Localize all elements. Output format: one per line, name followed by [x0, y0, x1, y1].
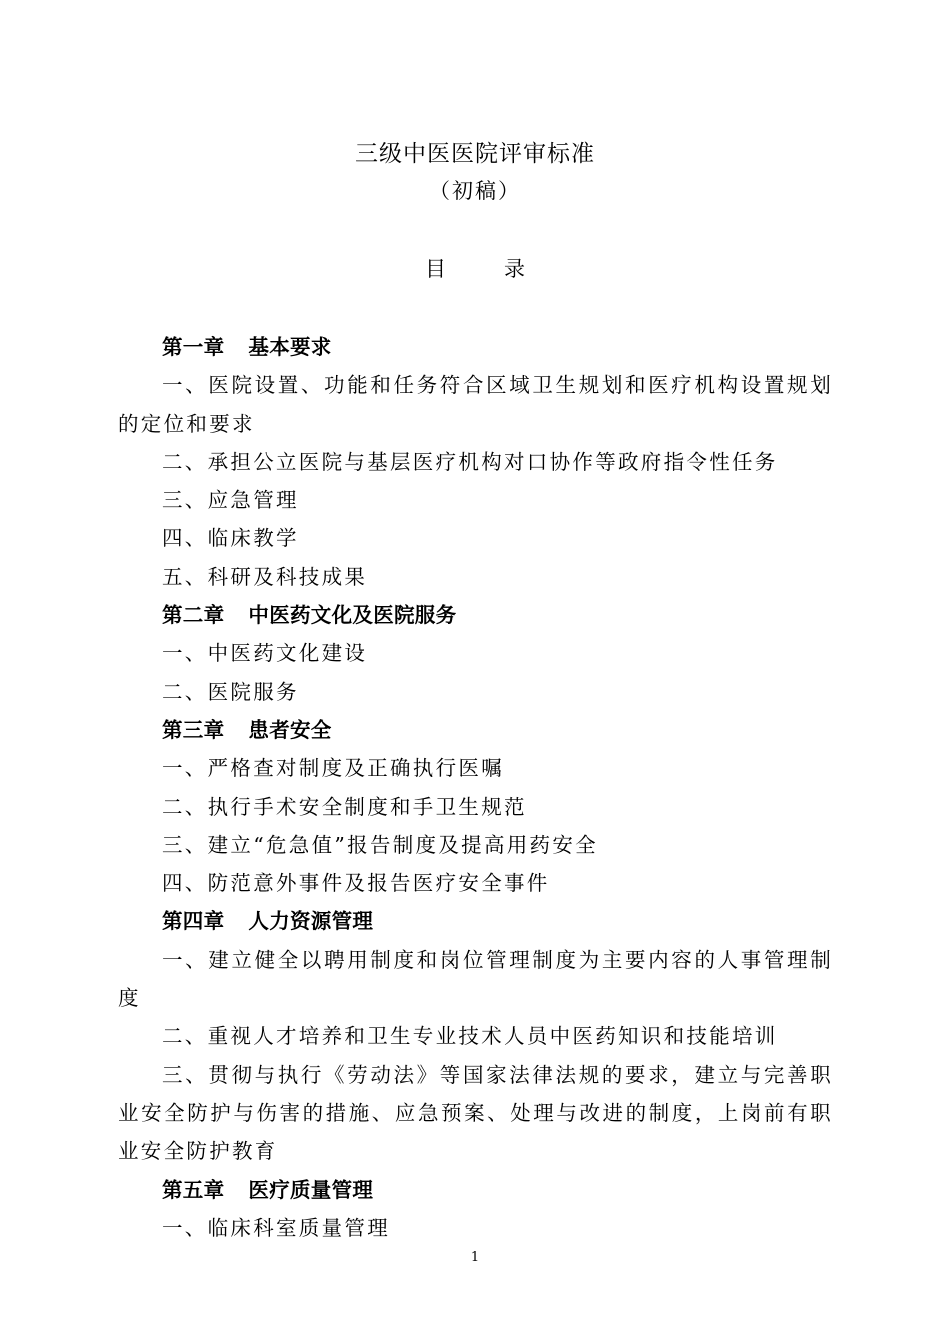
chapter-title: 基本要求	[248, 335, 332, 359]
chapter-title: 人力资源管理	[248, 909, 374, 934]
toc-item: 一、中医药文化建设	[162, 641, 368, 666]
toc-item: 一、医院设置、功能和任务符合区域卫生规划和医疗机构设置规划的定位和要求	[118, 373, 833, 436]
chapter-number: 第四章	[162, 909, 225, 934]
page-number: 1	[470, 1250, 480, 1265]
toc-item: 五、科研及科技成果	[162, 564, 368, 589]
chapter-number: 第五章	[162, 1177, 225, 1202]
toc-item: 一、严格查对制度及正确执行医嘱	[162, 756, 504, 781]
toc-heading	[0, 254, 950, 284]
toc-item: 三、建立“危急值”报告制度及提高用药安全	[162, 832, 598, 857]
chapter-heading	[118, 902, 833, 940]
toc-item: 二、医院服务	[162, 679, 299, 704]
chapter-number: 第二章	[162, 603, 225, 628]
toc-item: 一、建立健全以聘用制度和岗位管理制度为主要内容的人事管理制度	[118, 947, 833, 1011]
chapter-title: 中医药文化及医院服务	[248, 603, 457, 628]
chapter-title: 医疗质量管理	[248, 1177, 374, 1202]
toc-item: 四、临床教学	[162, 526, 299, 551]
chapter-heading	[118, 596, 833, 634]
toc-heading-left: 目	[425, 257, 446, 281]
chapter-heading	[118, 1171, 833, 1209]
toc-item: 二、承担公立医院与基层医疗机构对口协作等政府指令性任务	[162, 449, 778, 474]
toc-item: 三、应急管理	[162, 488, 299, 513]
document-subtitle: （初稿）	[429, 179, 521, 203]
table-of-contents	[118, 328, 833, 1247]
toc-item: 四、防范意外事件及报告医疗安全事件	[162, 871, 550, 896]
chapter-number: 第三章	[162, 717, 225, 742]
document-title: 三级中医医院评审标准	[355, 141, 595, 167]
toc-item: 一、临床科室质量管理	[162, 1215, 390, 1240]
chapter-number: 第一章	[162, 335, 225, 359]
chapter-heading	[118, 711, 833, 749]
toc-item: 三、贯彻与执行《劳动法》等国家法律法规的要求，建立与完善职业安全防护与伤害的措施、应急预案、处理与改进的制度，上岗前有职业安全防护教育	[118, 1062, 833, 1164]
toc-item: 二、重视人才培养和卫生专业技术人员中医药知识和技能培训	[162, 1024, 778, 1049]
toc-heading-right: 录	[504, 257, 525, 281]
chapter-title: 患者安全	[248, 717, 332, 742]
chapter-heading	[118, 328, 833, 366]
toc-item: 二、执行手术安全制度和手卫生规范	[162, 794, 527, 819]
